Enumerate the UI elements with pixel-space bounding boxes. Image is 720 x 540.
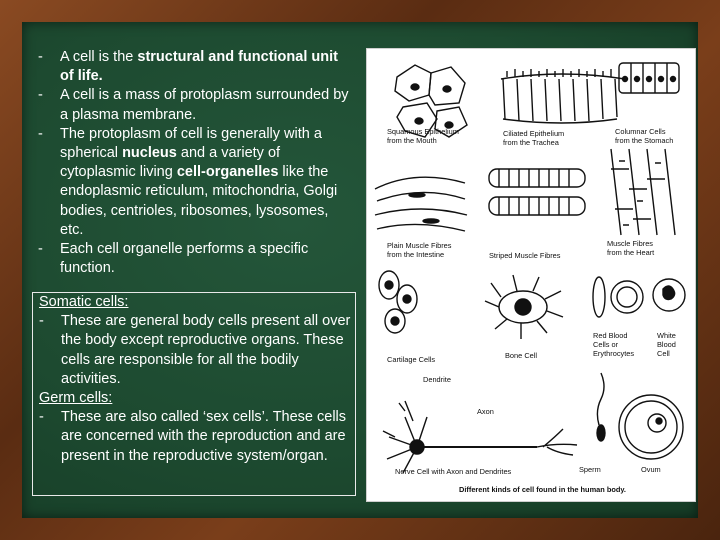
label-striped-muscle: Striped Muscle Fibres bbox=[489, 251, 561, 260]
somatic-heading: Somatic cells: bbox=[39, 294, 129, 310]
cell-types-box bbox=[32, 292, 356, 496]
plain-muscle-drawing bbox=[375, 177, 467, 231]
bullet-item: - A cell is the structural and functional unit of life. bbox=[32, 48, 354, 86]
germ-heading: Germ cells: bbox=[39, 390, 113, 407]
cell-types-figure bbox=[366, 48, 696, 502]
label-wbc: White Blood Cell bbox=[657, 331, 676, 358]
striped-muscle-drawing bbox=[489, 169, 585, 215]
cell-drawings bbox=[367, 49, 695, 501]
columnar-cells-drawing bbox=[619, 63, 679, 93]
bullet-item: - Each cell organelle performs a specific function. bbox=[32, 240, 354, 278]
label-ovum: Ovum bbox=[641, 465, 661, 474]
cartilage-cells-drawing bbox=[379, 271, 417, 333]
ovum-drawing bbox=[619, 395, 683, 459]
label-heart-muscle: Muscle Fibres from the Heart bbox=[607, 239, 655, 257]
somatic-text: - These are general body cells present all over the body except reproductive organs. These cells are responsible for all the bodily activities. bbox=[33, 312, 355, 389]
label-plain-muscle: Plain Muscle Fibres from the Intestine bbox=[387, 241, 452, 259]
bullet-item: - The protoplasm of cell is generally with a spherical nucleus and a variety of cytoplasmic living cell-organelles like the endoplasmic reticulum, mitochondria, Golgi bodies, centrioles, ribosomes, lysosomes, etc. bbox=[32, 125, 354, 240]
label-rbc: Red Blood Cells or Erythrocytes bbox=[593, 331, 635, 358]
label-columnar: Columnar Cells from the Stomach bbox=[615, 127, 674, 145]
white-blood-cell-drawing bbox=[653, 279, 685, 311]
label-squamous: Squamous Epithelium from the Mouth bbox=[387, 127, 459, 145]
label-sperm: Sperm bbox=[579, 465, 601, 474]
label-dendrite: Dendrite bbox=[423, 375, 451, 384]
germ-text: - These are also called ‘sex cells’. These cells are concerned with the reproduction and are present in the reproductive system/organ. bbox=[33, 408, 355, 466]
intro-bullets-box bbox=[32, 48, 354, 286]
ciliated-cells-drawing bbox=[501, 69, 625, 123]
label-nerve: Nerve Cell with Axon and Dendrites bbox=[395, 467, 512, 476]
label-cartilage: Cartilage Cells bbox=[387, 355, 436, 364]
label-bone: Bone Cell bbox=[505, 351, 538, 360]
bone-cell-drawing bbox=[485, 275, 563, 339]
red-blood-cells-drawing bbox=[593, 277, 643, 317]
label-axon: Axon bbox=[477, 407, 494, 416]
label-ciliated: Ciliated Epithelium from the Trachea bbox=[503, 129, 565, 147]
sperm-drawing bbox=[597, 373, 605, 441]
heart-muscle-drawing bbox=[611, 149, 675, 235]
bullet-item: - A cell is a mass of protoplasm surrounded by a plasma membrane. bbox=[32, 86, 354, 124]
figure-caption: Different kinds of cell found in the human body. bbox=[459, 485, 626, 494]
